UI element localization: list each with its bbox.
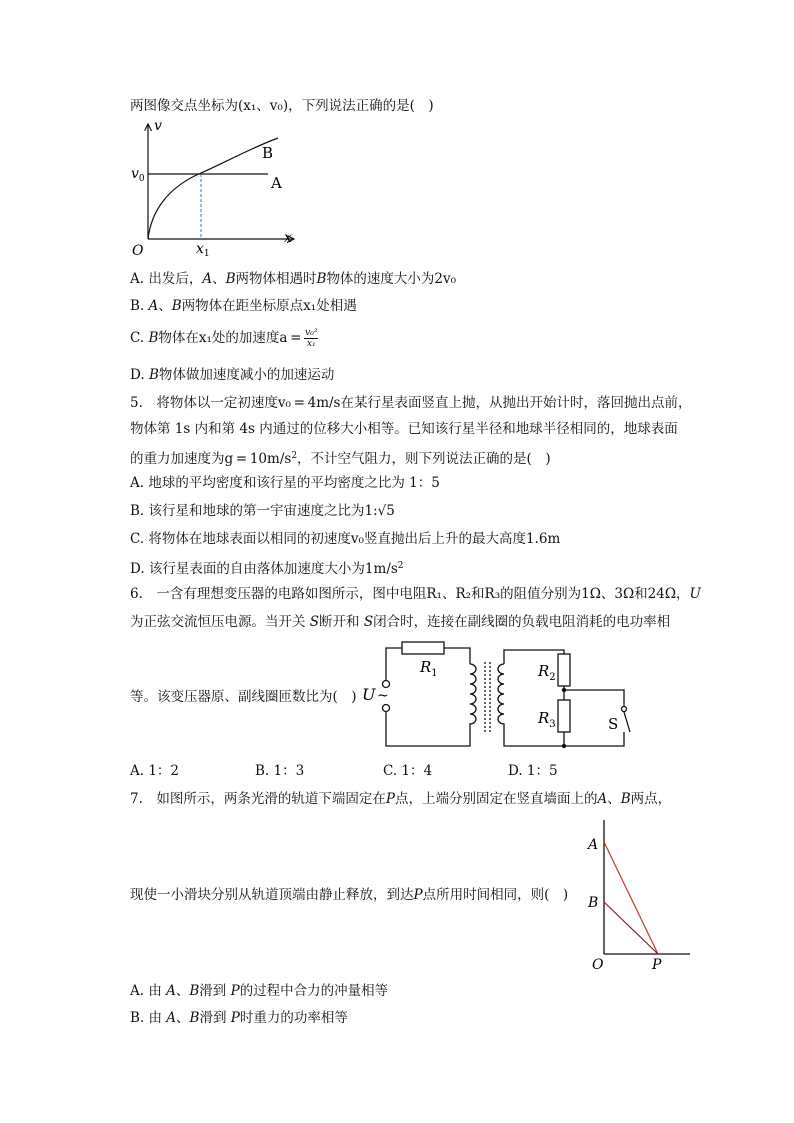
r2-label: $R_2$ — [538, 662, 556, 683]
line-a-label: A — [271, 174, 282, 192]
switch-s — [624, 712, 630, 732]
point-a-label: A — [588, 837, 599, 853]
primary-coil — [470, 664, 476, 728]
q7-line-2: 现使一小滑块分别从轨道顶端由静止释放，到达P点所用时间相同，则( ) — [130, 887, 569, 903]
q4-option-d: D. B物体做加速度减小的加速运动 — [130, 367, 335, 383]
point-b-label: B — [588, 895, 599, 911]
ac-tilde: ~ — [377, 688, 389, 704]
resistor-r3 — [558, 700, 570, 732]
resistor-r1 — [402, 642, 444, 654]
q6-line-3: 等。该变压器原、副线圈匝数比为( ) — [130, 689, 357, 705]
x-axis-label: x — [284, 230, 292, 246]
q5-option-b: B. 该行星和地球的第一宇宙速度之比为1:√5 — [130, 503, 395, 519]
q6-circuit-diagram — [358, 636, 648, 754]
q6-option-d: D. 1：5 — [508, 763, 558, 779]
q5-option-c: C. 将物体在地球表面以相同的初速度v₀竖直抛出后上升的最大高度1.6m — [130, 531, 561, 547]
origin-label: O — [132, 243, 144, 258]
q7-option-b: B. 由 A、B滑到 P时重力的功率相等 — [130, 1010, 348, 1026]
q4-graph — [126, 118, 306, 258]
q4-option-c: C. B物体在x₁处的加速度a = $\frac{\text{v₀²}}{\text{x₁}}$ — [130, 328, 318, 349]
origin-o-label: O — [592, 957, 604, 973]
y-axis-label: v — [154, 118, 162, 134]
q5-line-3: 的重力加速度为$g = 10m/s^2$，不计空气阻力，则下列说法正确的是( ) — [130, 451, 551, 467]
x1-label: $x_1$ — [196, 241, 210, 258]
resistor-r2 — [558, 654, 570, 686]
q7-option-a: A. 由 A、B滑到 P的过程中合力的冲量相等 — [130, 983, 389, 999]
track-b — [604, 902, 658, 954]
q6-option-c: C. 1：4 — [383, 763, 433, 779]
switch-s-label: S — [608, 715, 619, 733]
q5-line-1: 5. 将物体以一定初速度v₀ = 4m/s在某行星表面竖直上抛，从抛出开始计时，落回抛出点前， — [130, 395, 692, 411]
source-terminal-bottom — [383, 705, 390, 712]
curve-b — [148, 138, 278, 239]
q7-track-figure — [582, 816, 697, 976]
secondary-coil — [498, 664, 504, 728]
r3-label: $R_3$ — [538, 709, 556, 730]
q6-option-a: A. 1：2 — [130, 763, 180, 779]
acceleration-fraction: $\frac{\text{v₀²}}{\text{x₁}}$ — [305, 328, 318, 349]
source-u-label: U — [362, 685, 376, 704]
v0-label: $v_0$ — [131, 166, 145, 184]
q4-option-b: B. A、B两物体在距坐标原点x₁处相遇 — [130, 298, 357, 314]
q4-option-a: A. 出发后，A、B两物体相遇时B物体的速度大小为2v₀ — [130, 271, 457, 287]
curve-b-label: B — [262, 144, 274, 162]
r1-label: $R_1$ — [420, 658, 438, 679]
source-terminal-top — [383, 681, 390, 688]
q6-line-1: 6. 一含有理想变压器的电路如图所示，图中电阻R₁、R₂和R₃的阻值分别为1Ω、3Ω和24Ω，U — [130, 586, 701, 602]
q5-line-2: 物体第 1s 内和第 4s 内通过的位移大小相等。已知该行星半径和地球半径相同的，地球表面 — [130, 421, 678, 437]
q7-line-1: 7. 如图所示，两条光滑的轨道下端固定在P点，上端分别固定在竖直墙面上的A、B两点， — [130, 791, 672, 807]
q5-option-d: D. 该行星表面的自由落体加速度大小为$1m/s^2$ — [130, 561, 404, 577]
q6-line-2: 为正弦交流恒压电源。当开关 S断开和 S闭合时，连接在副线圈的负载电阻消耗的电功率相 — [130, 614, 671, 630]
track-a — [604, 842, 658, 954]
q6-option-b: B. 1：3 — [255, 763, 305, 779]
q4-stem: 两图像交点坐标为(x₁、v₀)，下列说法正确的是( ) — [130, 98, 434, 114]
point-p-label: P — [652, 957, 662, 973]
q5-option-a: A. 地球的平均密度和该行星的平均密度之比为 1：5 — [130, 475, 440, 491]
